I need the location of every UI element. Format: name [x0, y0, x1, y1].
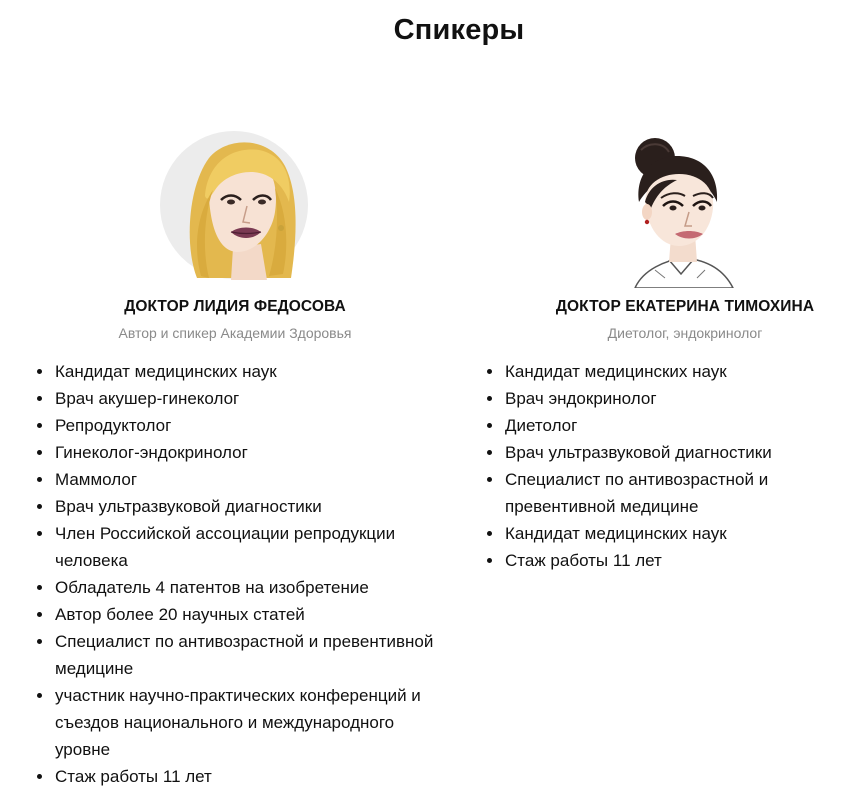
speaker-name: ДОКТОР ЛИДИЯ ФЕДОСОВА — [124, 298, 346, 315]
list-item: Специалист по антивозрастной и превентивной медицине — [55, 628, 445, 682]
list-item: Кандидат медицинских наук — [505, 520, 825, 547]
list-item: участник научно-практических конференций и съездов национального и международного уровне — [55, 682, 445, 763]
woman-blonde-portrait-icon — [157, 128, 317, 288]
list-item: Специалист по антивозрастной и превентивной медицине — [505, 466, 825, 520]
list-item: Кандидат медицинских наук — [505, 358, 825, 385]
woman-bun-portrait-icon — [605, 128, 765, 288]
speaker-role: Диетолог, эндокринолог — [607, 325, 763, 341]
list-item: Обладатель 4 патентов на изобретение — [55, 574, 445, 601]
page-title: Спикеры — [393, 14, 525, 46]
list-item: Врач ультразвуковой диагностики — [505, 439, 825, 466]
list-item: Член Российской ассоциации репродукции человека — [55, 520, 445, 574]
list-item: Врач акушер-гинеколог — [55, 385, 445, 412]
speaker-name: ДОКТОР ЕКАТЕРИНА ТИМОХИНА — [555, 298, 815, 315]
list-item: Автор более 20 научных статей — [55, 601, 445, 628]
list-item: Репродуктолог — [55, 412, 445, 439]
speaker-facts-list — [450, 358, 825, 574]
list-item: Кандидат медицинских наук — [55, 358, 445, 385]
list-item: Стаж работы 11 лет — [505, 547, 825, 574]
list-item: Врач эндокринолог — [505, 385, 825, 412]
list-item: Врач ультразвуковой диагностики — [55, 493, 445, 520]
list-item: Диетолог — [505, 412, 825, 439]
list-item: Гинеколог-эндокринолог — [55, 439, 445, 466]
list-item: Стаж работы 11 лет — [55, 763, 445, 790]
speaker-facts-list — [0, 358, 445, 790]
list-item: Маммолог — [55, 466, 445, 493]
speaker-role: Автор и спикер Академии Здоровья — [118, 325, 352, 341]
